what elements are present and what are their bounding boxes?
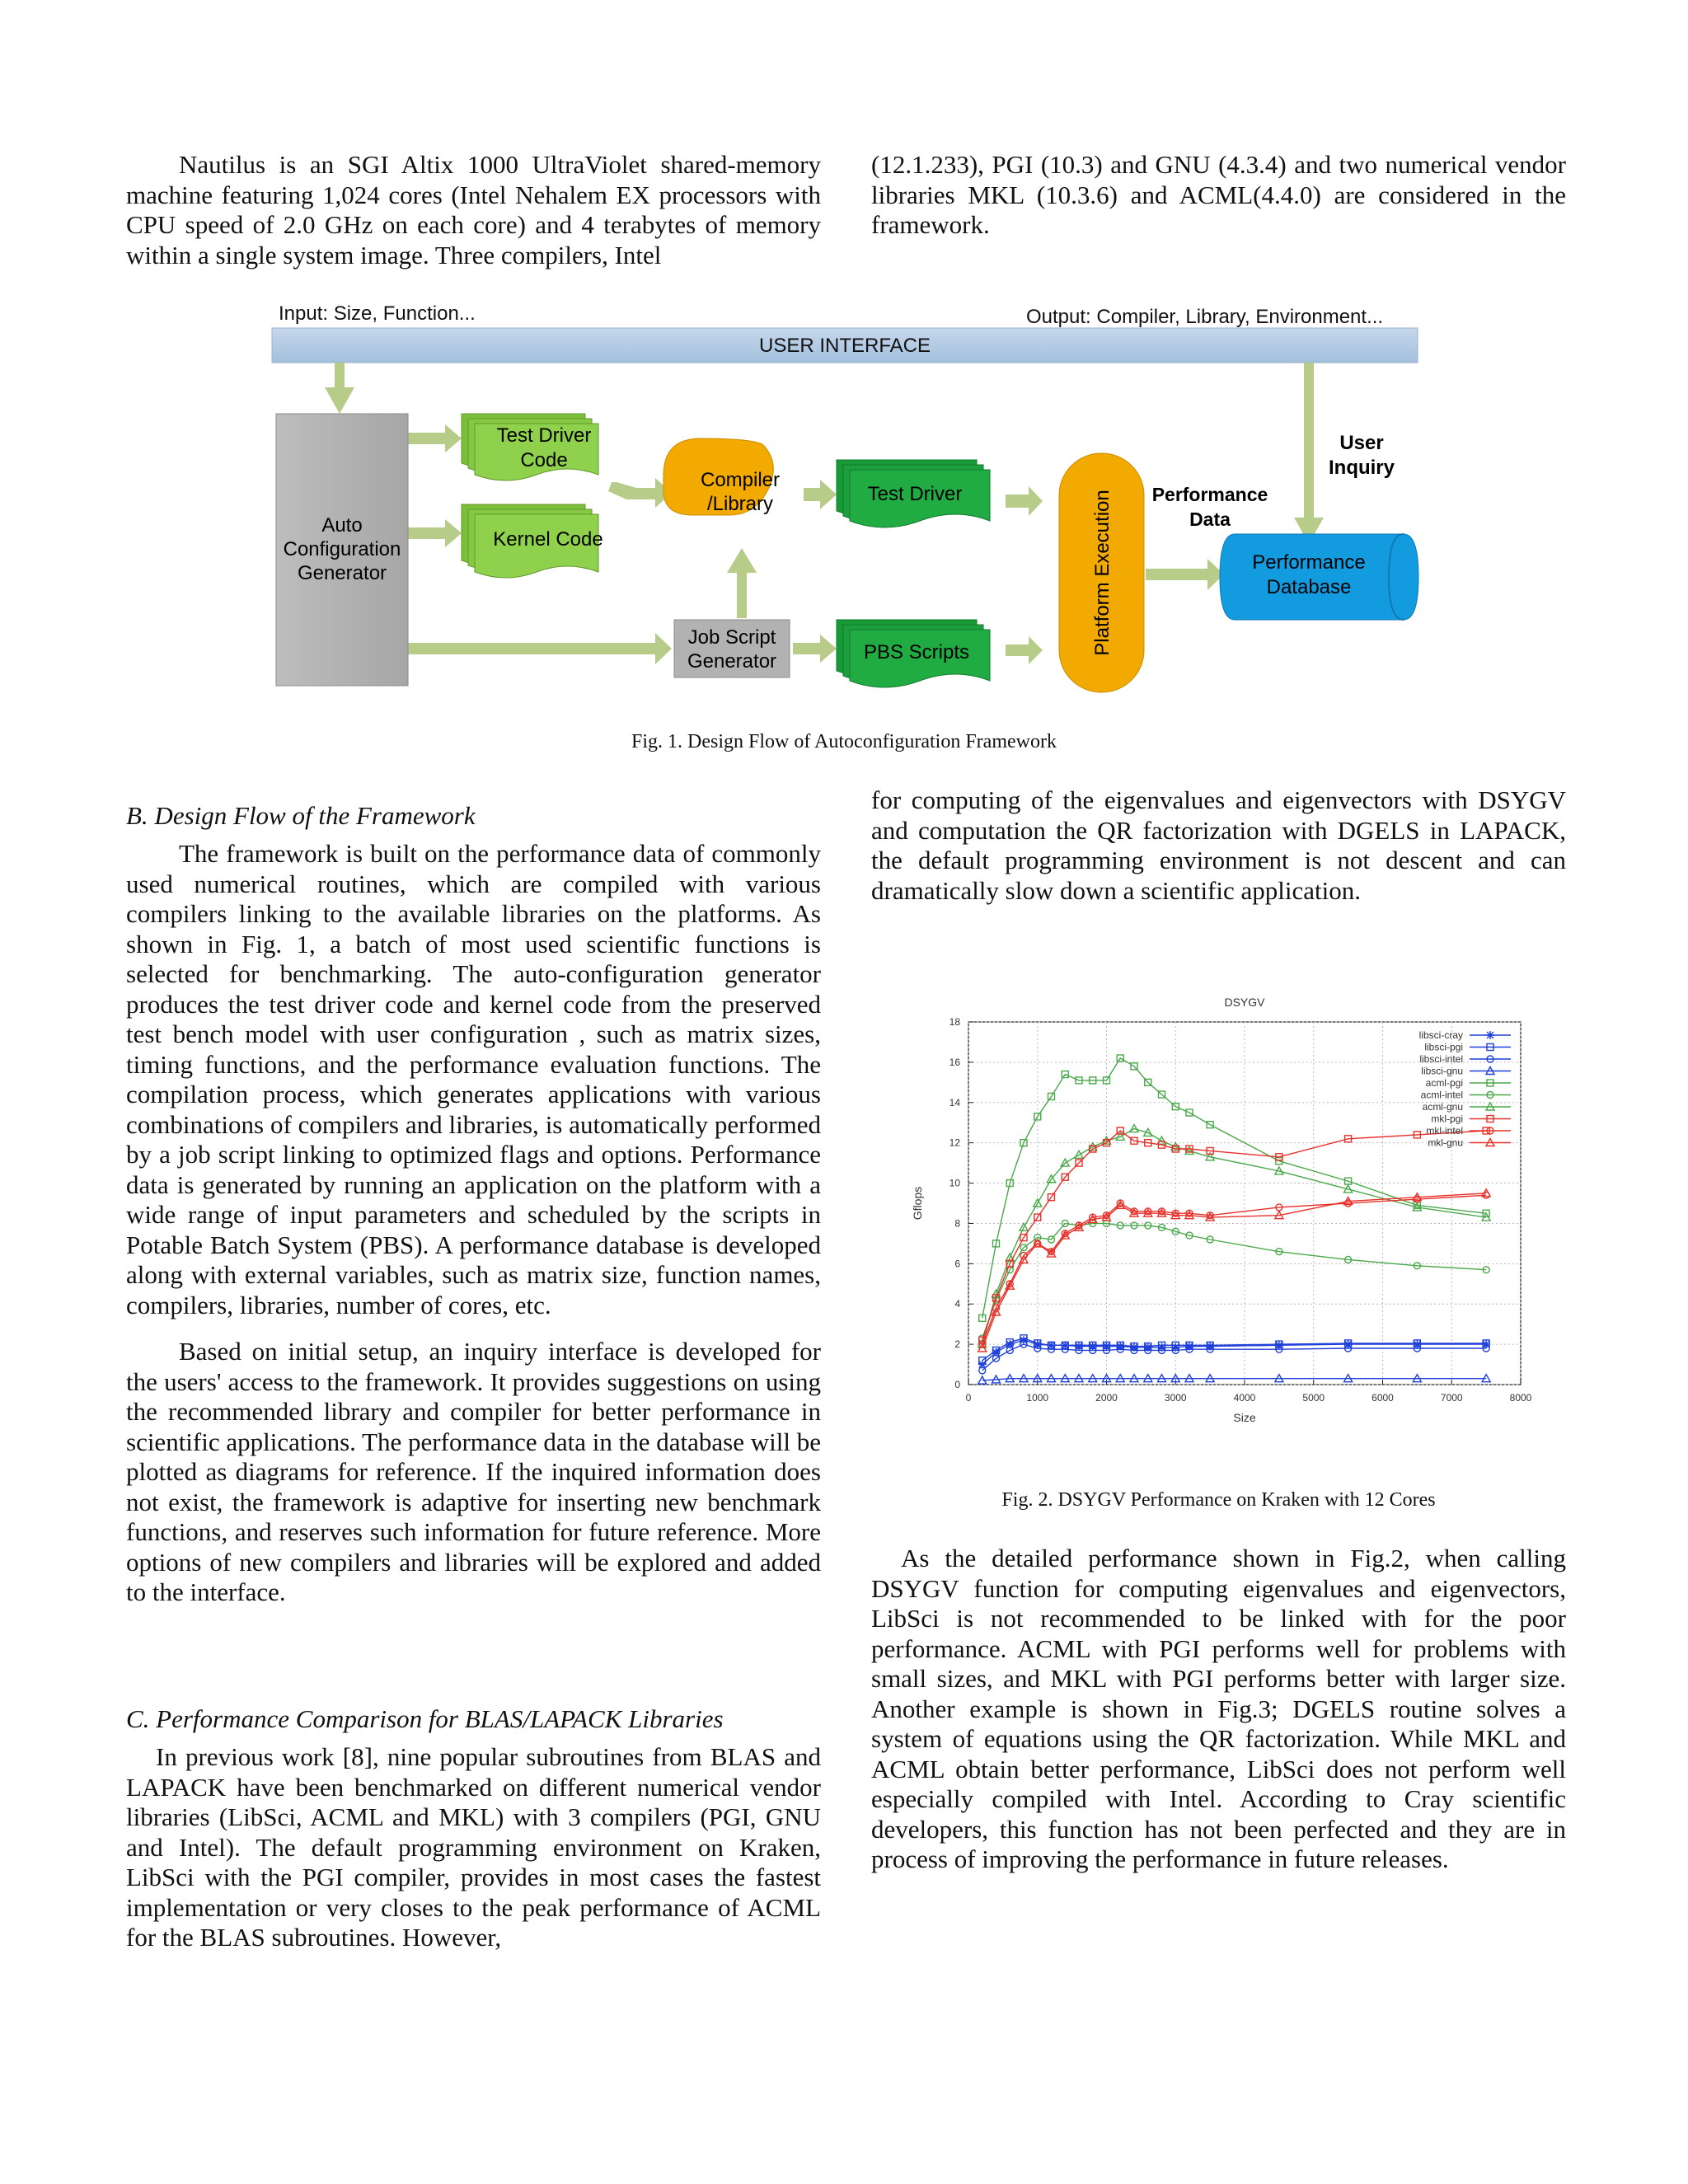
para-b2: Based on initial setup, an inquiry interface is developed for the users' access to the framework. It provides suggestions on using the recommended library and compiler for better performance in scientific applications. The performance data in the database will be plotted as diagrams for reference. If the inquired information does not exist, the framework is adaptive for inserting new benchmark functions, and reserves such information for future reference. More options of new compilers and libraries will be explored and added to the interface. (126, 1337, 821, 1606)
chart-ylabel: Gflops (911, 1186, 924, 1221)
performance-data-line2: Data (1189, 509, 1231, 530)
user-interface-label: USER INTERFACE (758, 335, 931, 357)
y-tick-label: 14 (949, 1096, 960, 1108)
user-inquiry-line1: User (1339, 432, 1384, 454)
series-libsci-gnu (978, 1375, 1490, 1384)
legend-label: mkl-intel (1426, 1125, 1463, 1137)
right-para-2: As the detailed performance shown in Fig.2, when calling DSYGV function for computing eigenvalues and eigenvectors, LibSci is not recommended to be linked with for the poor performance. ACML with PGI performs well for problems with small sizes, and MKL with PGI performs better with larger size. Another example is shown in Fig.3; DGELS routine solves a system of equations using the QR factorization. While MKL and ACML obtain better performance, LibSci does not perform well especially compiled with Intel. According to Cray scientific developers, this function has not been perfected and they are in process of improving the performance in future releases. (871, 1544, 1566, 1873)
series-mkl-intel (979, 1192, 1489, 1347)
top-left-paragraph: Nautilus is an SGI Altix 1000 UltraViolet shared-memory machine featuring 1,024 cores (Intel Nehalem EX processors with CPU speed of 2.0 GHz on each core) and 4 terabytes of memory within a single system image. Three compilers, Intel (126, 150, 821, 269)
chart-legend (1419, 1029, 1511, 1149)
x-tick-label: 4000 (1233, 1392, 1256, 1404)
section-c-heading: C. Performance Comparison for BLAS/LAPACK Libraries (126, 1704, 724, 1733)
y-tick-label: 6 (954, 1258, 960, 1270)
auto-config-line3: Generator (297, 562, 387, 584)
legend-marker (1486, 1031, 1494, 1039)
legend-label: libsci-gnu (1421, 1065, 1463, 1077)
y-tick-label: 0 (954, 1379, 960, 1390)
output-label: Output: Compiler, Library, Environment... (1026, 306, 1384, 328)
series-mkl-gnu (978, 1189, 1490, 1352)
chart-xlabel: Size (1233, 1411, 1256, 1424)
performance-database-line1: Performance (1252, 551, 1366, 574)
performance-database-line2: Database (1266, 576, 1352, 598)
y-tick-label: 16 (949, 1056, 960, 1068)
y-tick-label: 8 (954, 1217, 960, 1230)
y-tick-label: 4 (954, 1298, 960, 1310)
right-continuation: for computing of the eigenvalues and eigenvectors with DSYGV and computation the QR factorization with DGELS in LAPACK, the default programming environment is not descent and can dramatically slow down a scientific application. (871, 785, 1566, 905)
kernel-code-label: Kernel Code (493, 528, 603, 551)
legend-label: libsci-intel (1419, 1053, 1463, 1065)
compiler-library-line2: /Library (706, 493, 774, 515)
series-line (982, 1340, 1486, 1364)
x-tick-label: 2000 (1095, 1392, 1118, 1404)
y-tick-label: 2 (954, 1338, 960, 1351)
x-tick-label: 1000 (1026, 1392, 1049, 1404)
design-flow-diagram (264, 297, 1434, 701)
series-acml-intel (979, 1220, 1489, 1341)
section-c-body (126, 1742, 821, 1953)
series-line (982, 1223, 1486, 1338)
test-driver-code-line1: Test Driver (496, 424, 592, 447)
legend-label: mkl-gnu (1428, 1137, 1463, 1149)
series-line (982, 1344, 1486, 1371)
legend-label: libsci-pgi (1424, 1041, 1463, 1053)
series-acml-pgi (979, 1055, 1489, 1321)
pbs-scripts-doc (837, 620, 990, 687)
section-b-heading: B. Design Flow of the Framework (126, 801, 476, 830)
pbs-scripts-label: PBS Scripts (863, 641, 970, 663)
fig1-caption: Fig. 1. Design Flow of Autoconfiguration Framework (631, 731, 1057, 752)
chart-series (978, 1055, 1490, 1384)
x-tick-label: 8000 (1509, 1392, 1532, 1404)
fig2-caption: Fig. 2. DSYGV Performance on Kraken with 12 Cores (1001, 1489, 1436, 1511)
series-line (982, 1129, 1486, 1345)
series-line (982, 1195, 1486, 1344)
y-tick-label: 18 (949, 1016, 960, 1028)
dsygv-chart (907, 985, 1550, 1434)
series-mkl-pgi (979, 1127, 1489, 1343)
legend-label: acml-gnu (1422, 1101, 1463, 1113)
section-b-body (126, 839, 821, 1608)
performance-database (1220, 534, 1418, 620)
test-driver-label: Test Driver (867, 483, 963, 505)
job-script-line1: Job Script (687, 626, 776, 649)
user-inquiry-line2: Inquiry (1328, 457, 1395, 479)
para-b1: The framework is built on the performance data of commonly used numerical routines, which are compiled with various compilers linking to the available libraries on the platforms. As shown in Fig. 1, a batch of most used scientific functions is selected for benchmarking. The auto-configuration generator produces the test driver code and kernel code from the preserved test bench model with user configuration , such as matrix sizes, timing functions, and the performance evaluation functions. The compilation process, which generates applications with various combinations of compilers and libraries, is automatically performed by a job script linking to optimized flags and options. Performance data is generated by running an application on the platform with a wide range of input parameters and scheduled by the scripts in Potable Batch System (PBS). A performance database is developed along with external variables, such as matrix size, function names, compilers, libraries, number of cores, etc. (126, 839, 821, 1319)
legend-label: libsci-cray (1418, 1029, 1463, 1041)
test-driver-doc (837, 460, 990, 527)
auto-config-line2: Configuration (283, 538, 401, 560)
x-tick-label: 0 (965, 1392, 972, 1404)
x-tick-label: 3000 (1164, 1392, 1187, 1404)
compiler-library-line1: Compiler (700, 469, 781, 491)
x-tick-label: 6000 (1372, 1392, 1394, 1404)
job-script-line2: Generator (687, 650, 777, 673)
auto-config-line1: Auto (321, 514, 363, 537)
series-line (982, 1193, 1486, 1348)
platform-execution-label: Platform Execution (1091, 490, 1114, 656)
performance-data-line1: Performance (1151, 484, 1268, 505)
kernel-code-doc (462, 504, 603, 578)
y-tick-label: 10 (949, 1177, 960, 1189)
input-label: Input: Size, Function... (279, 302, 476, 325)
para-c1: In previous work [8], nine popular subroutines from BLAS and LAPACK have been benchmarked on different numerical vendor libraries (LibSci, ACML and MKL) with 3 compilers (PGI, GNU and Intel). The default programming environment on Kraken, LibSci with the PGI compiler, provides in most cases the fastest implementation or very closes to the peak performance of ACML for the BLAS subroutines. However, (126, 1742, 821, 1952)
legend-label: acml-pgi (1425, 1077, 1463, 1089)
x-tick-label: 7000 (1440, 1392, 1463, 1404)
test-driver-code-doc (462, 414, 598, 480)
top-right-paragraph: (12.1.233), PGI (10.3) and GNU (4.3.4) and two numerical vendor libraries MKL (10.3.6) and ACML(4.4.0) are considered in the framework. (871, 150, 1566, 239)
test-driver-code-line2: Code (520, 449, 568, 471)
x-tick-label: 5000 (1302, 1392, 1325, 1404)
legend-label: acml-intel (1420, 1089, 1463, 1101)
series-line (982, 1379, 1486, 1380)
y-tick-label: 12 (949, 1137, 960, 1149)
legend-label: mkl-pgi (1431, 1113, 1463, 1125)
chart-title: DSYGV (1224, 996, 1265, 1009)
